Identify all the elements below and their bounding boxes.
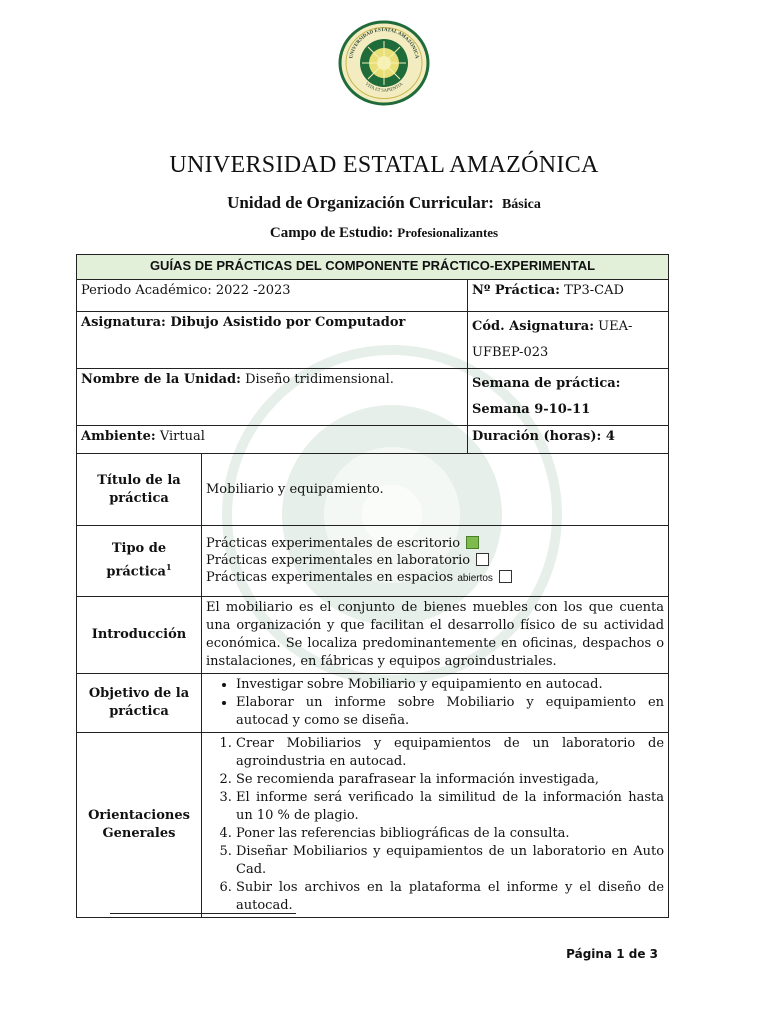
asignatura: Asignatura: Dibujo Asistido por Computador	[81, 315, 406, 330]
checkbox-abiertos[interactable]	[499, 570, 512, 583]
checkbox-laboratorio[interactable]	[476, 553, 489, 566]
seal-text-bottom: VITA ET SAPIENTIA	[364, 81, 404, 93]
orient-item: 4. Poner las referencias bibliográficas de la consulta.	[236, 825, 664, 843]
seal-text-top: UNIVERSIDAD ESTATAL AMAZÓNICA	[349, 27, 419, 60]
orient-list	[206, 735, 664, 915]
orient-item: 3. El informe será verificado la similitud de la información hasta un 10 % de plagio.	[236, 789, 664, 825]
university-seal-logo	[338, 20, 430, 106]
objetivo-list	[206, 676, 664, 730]
tipo-option-laboratorio	[206, 552, 664, 569]
study-field	[0, 225, 768, 242]
footnote-separator	[110, 913, 296, 914]
semana-label: Semana de práctica:	[472, 376, 621, 391]
unidad-label: Nombre de la Unidad:	[81, 372, 241, 387]
campo-value: Profesionalizantes	[397, 225, 499, 240]
objetivo-item: • Investigar sobre Mobiliario y equipamiento en autocad.	[236, 676, 664, 694]
unidad-value: Diseño tridimensional.	[245, 372, 394, 387]
tipo-footnote-ref: 1	[165, 562, 172, 573]
orient-item: 2. Se recomienda parafrasear la información investigada,	[236, 771, 664, 789]
periodo: Periodo Académico: 2022 -2023	[81, 283, 291, 298]
titulo-value: Mobiliario y equipamiento.	[202, 454, 669, 526]
campo-label: Campo de Estudio:	[269, 225, 394, 241]
semana-cell	[468, 369, 669, 426]
tipo-option-label: Prácticas experimentales de escritorio	[206, 536, 461, 551]
intro-label: Introducción	[77, 597, 202, 674]
practica-label: Nº Práctica:	[472, 283, 560, 298]
checkbox-escritorio[interactable]	[466, 536, 479, 549]
practica-cell	[468, 280, 669, 312]
objetivo-label: Objetivo de la práctica	[77, 674, 202, 733]
tipo-option-label: Prácticas experimentales en espacios	[206, 570, 454, 585]
titulo-label: Título de la práctica	[77, 454, 202, 526]
orient-label: Orientaciones Generales	[77, 733, 202, 918]
cod-value: UEA-UFBEP-023	[472, 319, 633, 360]
asignatura-cell	[77, 312, 468, 369]
intro-text: El mobiliario es el conjunto de bienes muebles con los que cuenta una organización y que facilitan el desarrollo físico de su actividad económica. Se localiza predominantemente en oficinas, despachos o instalaciones, en fábricas y equipos agroindustriales.	[202, 597, 669, 674]
tipo-options	[202, 526, 669, 597]
ambiente-cell	[77, 426, 468, 454]
unit-label: Unidad de Organización Curricular:	[227, 193, 494, 212]
unit-value: Básica	[501, 197, 541, 212]
tipo-option-label: Prácticas experimentales en laboratorio	[206, 553, 471, 568]
practica-value: TP3-CAD	[564, 283, 624, 298]
tipo-option-abiertos	[206, 569, 664, 587]
cod-cell	[468, 312, 669, 369]
table-title: GUÍAS DE PRÁCTICAS DEL COMPONENTE PRÁCTICO-EXPERIMENTAL	[77, 255, 669, 280]
tipo-option-suffix: abiertos	[457, 573, 493, 584]
ambiente-label: Ambiente:	[81, 429, 156, 444]
orient-item: 6. Subir los archivos en la plataforma el informe y el diseño de autocad.	[236, 879, 664, 915]
curricular-unit	[0, 193, 768, 213]
objetivo-cell	[202, 674, 669, 733]
periodo-cell	[77, 280, 468, 312]
duracion: Duración (horas): 4	[472, 429, 615, 444]
tipo-label-cell	[77, 526, 202, 597]
ambiente-value: Virtual	[159, 429, 205, 444]
orient-item: 5. Diseñar Mobiliarios y equipamientos de un laboratorio en Auto Cad.	[236, 843, 664, 879]
semana-value: Semana 9-10-11	[472, 402, 591, 417]
objetivo-item: • Elaborar un informe sobre Mobiliario y equipamiento en autocad y como se diseña.	[236, 694, 664, 730]
university-title: UNIVERSIDAD ESTATAL AMAZÓNICA	[169, 152, 599, 178]
cod-label: Cód. Asignatura:	[472, 319, 594, 334]
tipo-option-escritorio	[206, 535, 664, 552]
page-number: Página 1 de 3	[566, 947, 658, 961]
orient-item: 1. Crear Mobiliarios y equipamientos de un laboratorio de agroindustria en autocad.	[236, 735, 664, 771]
duracion-cell	[468, 426, 669, 454]
orient-cell	[202, 733, 669, 918]
tipo-label: Tipo de práctica	[106, 541, 167, 580]
unidad-cell	[77, 369, 468, 426]
practice-guide-table	[76, 254, 669, 918]
